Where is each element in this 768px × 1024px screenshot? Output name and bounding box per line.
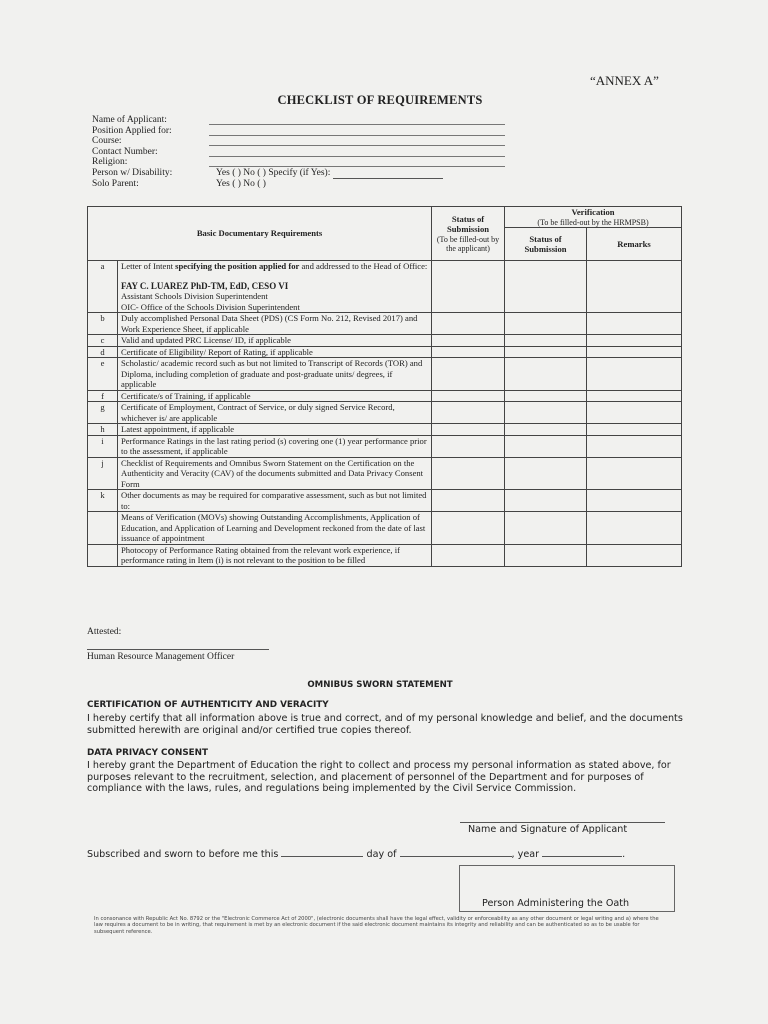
- row-letter: j: [88, 457, 118, 490]
- cav-text: I hereby certify that all information above is true and correct, and of my personal knowledge and belief, and the documents submitted herewith are original and/or certified true copies thereof.: [87, 713, 683, 736]
- name-field[interactable]: [209, 124, 505, 125]
- row-requirement: Other documents as may be required for comparative assessment, such as but not limited to:: [118, 490, 432, 512]
- col-verification-note: (To be filled-out by the HRMPSB): [537, 217, 649, 227]
- hr-signature-line[interactable]: [87, 649, 269, 650]
- table-row: [88, 457, 682, 490]
- course-label: Course:: [92, 136, 122, 147]
- row-letter: g: [88, 402, 118, 424]
- solo-parent-label: Solo Parent:: [92, 178, 139, 189]
- requirements-table: [87, 206, 682, 567]
- cav-title: CERTIFICATION OF AUTHENTICITY AND VERACITY: [87, 700, 329, 710]
- row-letter: k: [88, 490, 118, 512]
- remarks-cell[interactable]: [587, 313, 682, 335]
- sworn-text-2: day of: [366, 849, 397, 860]
- remarks-cell[interactable]: [587, 424, 682, 436]
- table-row: [88, 358, 682, 391]
- row-requirement: Photocopy of Performance Rating obtained from the relevant work experience, if performance rating in Item (i) is not relevant to the position to be filled: [118, 544, 432, 566]
- row-letter: e: [88, 358, 118, 391]
- status-cell[interactable]: [432, 435, 505, 457]
- disability-options[interactable]: [216, 168, 443, 179]
- row-letter: a: [88, 261, 118, 313]
- status-cell[interactable]: [432, 512, 505, 545]
- status-cell[interactable]: [432, 402, 505, 424]
- row-letter: h: [88, 424, 118, 436]
- row-letter: c: [88, 335, 118, 347]
- remarks-cell[interactable]: [587, 402, 682, 424]
- row-a-text-bold: specifying the position applied for: [175, 261, 300, 271]
- sworn-text-3: , year: [511, 849, 540, 860]
- sworn-year-field[interactable]: [542, 847, 622, 857]
- verification-status-cell[interactable]: [505, 544, 587, 566]
- remarks-cell[interactable]: [587, 346, 682, 358]
- remarks-cell[interactable]: [587, 512, 682, 545]
- status-cell[interactable]: [432, 390, 505, 402]
- applicant-signature-line[interactable]: [460, 822, 665, 823]
- row-requirement: Certificate of Eligibility/ Report of Rating, if applicable: [118, 346, 432, 358]
- status-cell[interactable]: [432, 358, 505, 391]
- row-letter: f: [88, 390, 118, 402]
- remarks-cell[interactable]: [587, 261, 682, 313]
- applicant-signature-label: Name and Signature of Applicant: [468, 824, 628, 835]
- remarks-cell[interactable]: [587, 544, 682, 566]
- head-of-office-name: FAY C. LUAREZ PhD-TM, EdD, CESO VI: [121, 280, 289, 291]
- table-row: [88, 512, 682, 545]
- remarks-cell[interactable]: [587, 457, 682, 490]
- verification-status-cell[interactable]: [505, 490, 587, 512]
- col-basic-requirements: Basic Documentary Requirements: [88, 207, 432, 261]
- status-cell[interactable]: [432, 490, 505, 512]
- col-status-applicant: [432, 207, 505, 261]
- table-row: [88, 402, 682, 424]
- table-row: [88, 544, 682, 566]
- row-requirement: [118, 261, 432, 313]
- row-requirement: Latest appointment, if applicable: [118, 424, 432, 436]
- row-requirement: Scholastic/ academic record such as but not limited to Transcript of Records (TOR) and Diploma, including completion of graduate and post-graduate units/ degrees, if applicable: [118, 358, 432, 391]
- sworn-text-1: Subscribed and sworn to before me this: [87, 849, 279, 860]
- status-cell[interactable]: [432, 424, 505, 436]
- verification-status-cell[interactable]: [505, 402, 587, 424]
- row-letter: [88, 544, 118, 566]
- verification-status-cell[interactable]: [505, 512, 587, 545]
- col-verification-status: Status of Submission: [505, 228, 587, 261]
- col-status-note: (To be filled-out by the applicant): [436, 234, 500, 253]
- table-row: [88, 346, 682, 358]
- hr-officer-label: Human Resource Management Officer: [87, 652, 235, 662]
- verification-status-cell[interactable]: [505, 424, 587, 436]
- row-a-text-pre: Letter of Intent: [121, 261, 176, 271]
- sworn-month-field[interactable]: [400, 847, 512, 857]
- head-of-office-title-2: OIC- Office of the Schools Division Superintendent: [121, 301, 300, 312]
- status-cell[interactable]: [432, 261, 505, 313]
- table-row: [88, 490, 682, 512]
- disability-label: Person w/ Disability:: [92, 167, 173, 178]
- remarks-cell[interactable]: [587, 390, 682, 402]
- row-letter: [88, 512, 118, 545]
- sworn-day-field[interactable]: [281, 847, 363, 857]
- position-field[interactable]: [209, 135, 505, 136]
- row-letter: i: [88, 435, 118, 457]
- row-letter: b: [88, 313, 118, 335]
- col-verification: [505, 207, 682, 228]
- remarks-cell[interactable]: [587, 435, 682, 457]
- annex-label: “ANNEX A”: [590, 73, 659, 88]
- table-row: [88, 313, 682, 335]
- sworn-text-end: .: [622, 849, 626, 860]
- oath-label: Person Administering the Oath: [482, 898, 630, 909]
- verification-status-cell[interactable]: [505, 346, 587, 358]
- row-requirement: Valid and updated PRC License/ ID, if applicable: [118, 335, 432, 347]
- row-a-text-post: and addressed to the Head of Office:: [299, 261, 428, 271]
- position-label: Position Applied for:: [92, 125, 172, 136]
- specify-field[interactable]: [333, 170, 443, 179]
- remarks-cell[interactable]: [587, 490, 682, 512]
- verification-status-cell[interactable]: [505, 358, 587, 391]
- head-of-office-title-1: Assistant Schools Division Superintendent: [121, 291, 268, 301]
- row-requirement: Certificate/s of Training, if applicable: [118, 390, 432, 402]
- row-requirement: Duly accomplished Personal Data Sheet (PDS) (CS Form No. 212, Revised 2017) and Work Experience Sheet, if applicable: [118, 313, 432, 335]
- remarks-cell[interactable]: [587, 335, 682, 347]
- table-row: [88, 435, 682, 457]
- status-cell[interactable]: [432, 346, 505, 358]
- privacy-title: DATA PRIVACY CONSENT: [87, 748, 209, 758]
- verification-status-cell[interactable]: [505, 457, 587, 490]
- omnibus-title: OMNIBUS SWORN STATEMENT: [307, 680, 453, 690]
- verification-status-cell[interactable]: [505, 335, 587, 347]
- col-status-label: Status of Submission: [446, 213, 490, 234]
- row-requirement: Means of Verification (MOVs) showing Outstanding Accomplishments, Application of Education, and Application of Learning and Development reckoned from the date of last issuance of appointment: [118, 512, 432, 545]
- col-verification-label: Verification: [571, 207, 615, 217]
- row-letter: d: [88, 346, 118, 358]
- name-label: Name of Applicant:: [92, 115, 167, 125]
- footnote: In consonance with Republic Act No. 8792 or the "Electronic Commerce Act of 2000", (electronic documents shall have the legal effect, validity or enforceability as any other document or legal writing and a) where the law requires a document to be in writing, that requirement is met by an electronic document if the said electronic document maintains its integrity and reliability and can be authenticated so as to be usable for subsequent reference.: [94, 916, 659, 935]
- contact-field[interactable]: [209, 156, 505, 157]
- table-row: [88, 261, 682, 313]
- verification-status-cell[interactable]: [505, 261, 587, 313]
- course-field[interactable]: [209, 145, 505, 146]
- verification-status-cell[interactable]: [505, 435, 587, 457]
- status-cell[interactable]: [432, 313, 505, 335]
- privacy-text: I hereby grant the Department of Education the right to collect and process my personal information as stated above, for purposes relevant to the recruitment, selection, and placement of personnel of the Department and for purposes of compliance with the laws, rules, and regulations being implemented by the Civil Service Commission.: [87, 760, 671, 794]
- status-cell[interactable]: [432, 457, 505, 490]
- row-requirement: Certificate of Employment, Contract of Service, or duly signed Service Record, whichever is/ are applicable: [118, 402, 432, 424]
- status-cell[interactable]: [432, 544, 505, 566]
- disability-options-text: Yes ( ) No ( ) Specify (if Yes):: [216, 167, 331, 178]
- remarks-cell[interactable]: [587, 358, 682, 391]
- table-header-row: [88, 207, 682, 228]
- solo-parent-options[interactable]: Yes ( ) No ( ): [216, 178, 266, 189]
- row-requirement: Checklist of Requirements and Omnibus Sworn Statement on the Certification on the Authenticity and Veracity (CAV) of the documents submitted and Data Privacy Consent Form: [118, 457, 432, 490]
- table-row: [88, 424, 682, 436]
- row-requirement: Performance Ratings in the last rating period (s) covering one (1) year performance prior to the assessment, if applicable: [118, 435, 432, 457]
- table-row: [88, 390, 682, 402]
- religion-label: Religion:: [92, 157, 128, 168]
- page-title: CHECKLIST OF REQUIREMENTS: [277, 93, 483, 107]
- row-a-spacer: [121, 272, 428, 281]
- contact-label: Contact Number:: [92, 146, 158, 157]
- table-row: [88, 335, 682, 347]
- sworn-statement: [87, 847, 625, 860]
- col-remarks: Remarks: [587, 228, 682, 261]
- verification-status-cell[interactable]: [505, 313, 587, 335]
- verification-status-cell[interactable]: [505, 390, 587, 402]
- attested-label: Attested:: [87, 627, 122, 637]
- status-cell[interactable]: [432, 335, 505, 347]
